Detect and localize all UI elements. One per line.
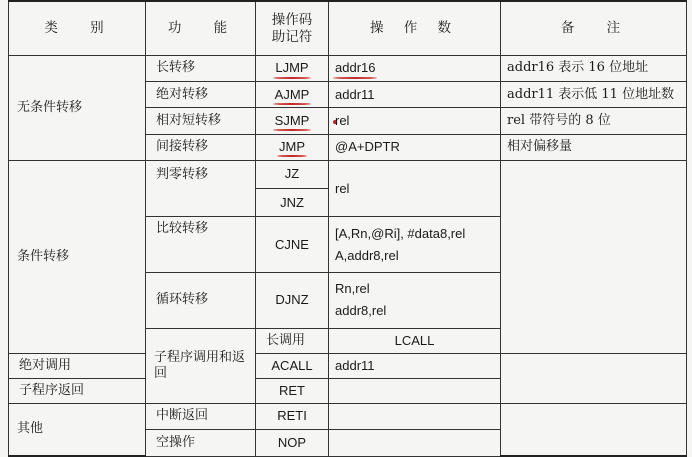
- remark-cell: addr16 表示 16 位地址: [501, 56, 687, 82]
- remark-cell: [501, 404, 687, 456]
- operand-cell: addr11: [329, 82, 501, 108]
- header-row: [9, 1, 687, 56]
- operand-cell: [329, 56, 501, 82]
- operand-cell: [329, 272, 501, 328]
- function-cell: 循环转移: [146, 272, 256, 328]
- operand-cell: rel: [329, 160, 501, 217]
- mnemonic-cell: JNZ: [256, 189, 329, 217]
- operand-cell: [329, 217, 501, 273]
- function-cell: 空操作: [146, 430, 256, 456]
- remark-cell: rel 带符号的 8 位: [501, 108, 687, 134]
- table-row: [9, 378, 687, 403]
- table-row: [9, 56, 687, 82]
- operand-line: [A,Rn,@Ri], #data8,rel: [335, 225, 466, 241]
- function-cell: 长转移: [146, 56, 256, 82]
- mnemonic-cell: DJNZ: [256, 272, 329, 328]
- mnemonic-cell: ACALL: [256, 353, 329, 378]
- category-cell: 子程序调用和返回: [146, 328, 256, 403]
- operand-line: A,addr8,rel: [335, 247, 399, 263]
- function-cell: 相对短转移: [146, 108, 256, 134]
- operand-cell: addr11: [329, 353, 501, 378]
- header-function: 功 能: [146, 1, 256, 56]
- mnemonic-cell: JZ: [256, 160, 329, 188]
- operand-line: addr8,rel: [335, 303, 387, 319]
- table-row: [9, 160, 687, 188]
- mnemonic-text: LJMP: [275, 60, 309, 76]
- mnemonic-text: JMP: [279, 139, 305, 155]
- mnemonic-cell: NOP: [256, 430, 329, 456]
- table-row: [9, 353, 687, 378]
- operand-cell: [329, 404, 501, 430]
- operand-cell: @A+DPTR: [329, 134, 501, 160]
- function-cell: 子程序返回: [9, 378, 146, 403]
- mnemonic-cell: LCALL: [329, 328, 501, 353]
- table-row: [9, 404, 687, 430]
- function-cell: 间接转移: [146, 134, 256, 160]
- operand-cell: [329, 378, 501, 403]
- operand-cell: [329, 430, 501, 456]
- mnemonic-cell: [256, 134, 329, 160]
- mnemonic-cell: CJNE: [256, 217, 329, 273]
- operand-text: addr16: [335, 60, 376, 76]
- header-mnemonic-line2: 助记符: [271, 28, 313, 45]
- remark-cell: addr11 表示低 11 位地址数: [501, 82, 687, 108]
- function-cell: 比较转移: [146, 217, 256, 273]
- category-cell: 无条件转移: [9, 56, 146, 161]
- mnemonic-cell: [256, 56, 329, 82]
- function-cell: 判零转移: [146, 160, 256, 217]
- header-operand: 操 作 数: [329, 1, 501, 56]
- header-remark: 备 注: [501, 1, 687, 56]
- remark-cell: 相对偏移量: [501, 134, 687, 160]
- header-category: 类 别: [9, 1, 146, 56]
- operand-line: Rn,rel: [335, 281, 370, 297]
- category-cell: 条件转移: [9, 160, 146, 353]
- function-cell: 中断返回: [146, 404, 256, 430]
- function-cell: 绝对调用: [9, 353, 146, 378]
- mnemonic-cell: RET: [256, 378, 329, 403]
- header-mnemonic-line1: 操作码: [271, 11, 313, 28]
- function-cell: 长调用: [256, 328, 329, 353]
- mnemonic-cell: [256, 108, 329, 134]
- operand-cell: rel: [329, 108, 501, 134]
- mnemonic-text: SJMP: [274, 112, 310, 128]
- category-cell: 其他: [9, 404, 146, 456]
- mnemonic-text: AJMP: [274, 86, 310, 102]
- mnemonic-cell: [256, 82, 329, 108]
- function-cell: 绝对转移: [146, 82, 256, 108]
- mnemonic-cell: RETI: [256, 404, 329, 430]
- header-mnemonic: [256, 1, 329, 56]
- jump-instruction-table: [8, 0, 687, 457]
- remark-cell: [501, 160, 687, 353]
